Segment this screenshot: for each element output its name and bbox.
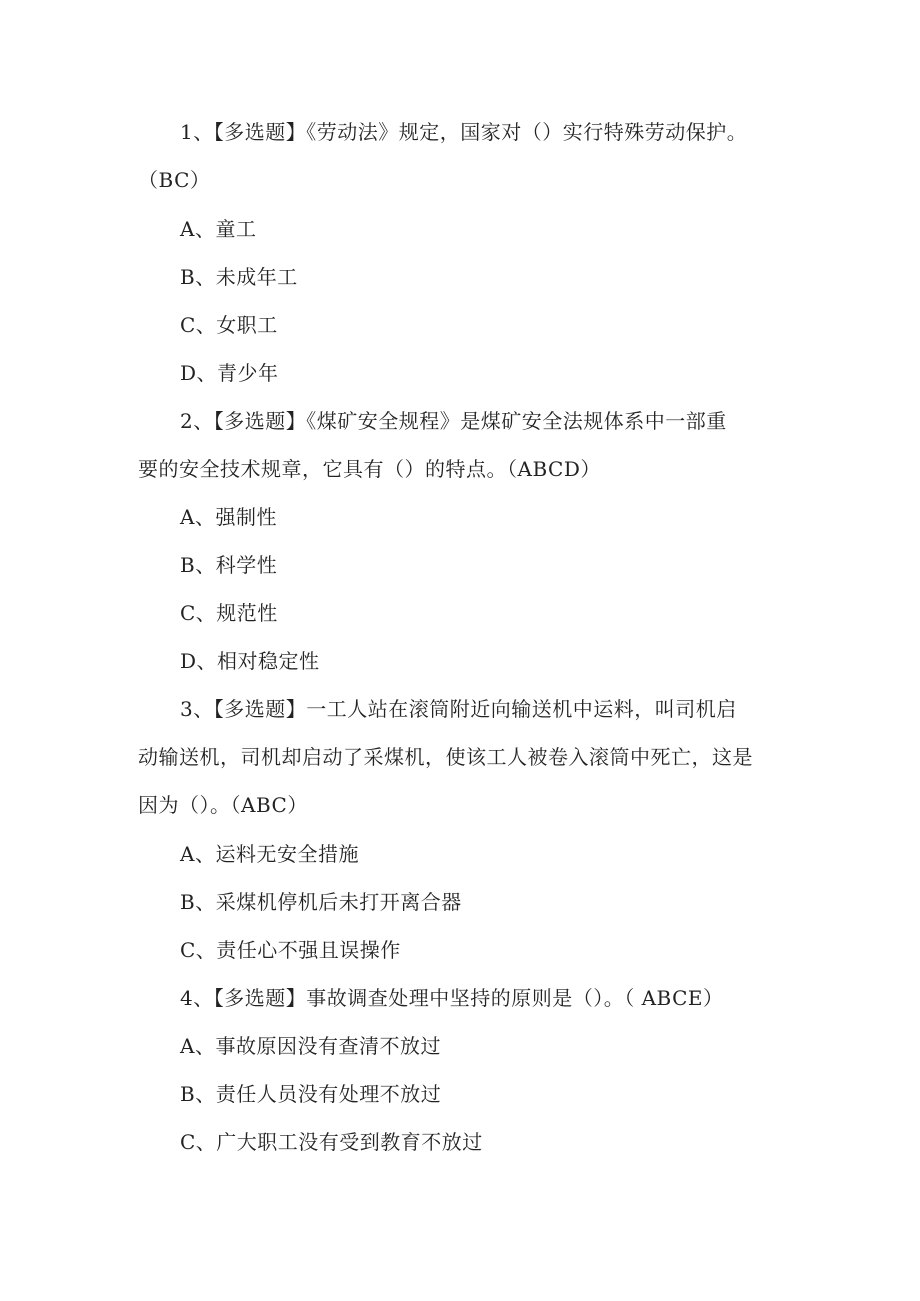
question-3-option-a: A、运料无安全措施 (180, 842, 359, 866)
question-2-line-2: 要的安全技术规章，它具有（）的特点。（ABCD） (138, 457, 601, 481)
question-1-option-d: D、青少年 (180, 361, 279, 385)
question-1-option-b: B、未成年工 (180, 265, 298, 289)
question-2-option-a: A、强制性 (180, 505, 277, 529)
question-1-line-1: 1、【多选题】《劳动法》规定，国家对（）实行特殊劳动保护。 (180, 120, 748, 144)
question-4-option-a: A、事故原因没有查清不放过 (180, 1034, 441, 1058)
question-3-option-b: B、采煤机停机后未打开离合器 (180, 890, 462, 914)
question-3-line-2: 动输送机，司机却启动了采煤机，使该工人被卷入滚筒中死亡，这是 (138, 745, 753, 769)
question-2-option-b: B、科学性 (180, 553, 278, 577)
question-2-line-1: 2、【多选题】《煤矿安全规程》是煤矿安全法规体系中一部重 (180, 409, 727, 433)
question-3-line-3: 因为（）。（ABC） (138, 793, 308, 817)
question-2-option-d: D、相对稳定性 (180, 649, 320, 673)
question-4-line-1: 4、【多选题】事故调查处理中坚持的原则是（）。（ ABCE） (180, 986, 724, 1010)
question-4-option-b: B、责任人员没有处理不放过 (180, 1082, 442, 1106)
question-1-option-c: C、女职工 (180, 313, 278, 337)
question-2-option-c: C、规范性 (180, 601, 278, 625)
question-1-line-2: （BC） (138, 168, 211, 192)
question-4-option-c: C、广大职工没有受到教育不放过 (180, 1130, 483, 1154)
question-3-line-1: 3、【多选题】一工人站在滚筒附近向输送机中运料，叫司机启 (180, 697, 737, 721)
question-1-option-a: A、童工 (180, 217, 257, 241)
question-3-option-c: C、责任心不强且误操作 (180, 938, 401, 962)
